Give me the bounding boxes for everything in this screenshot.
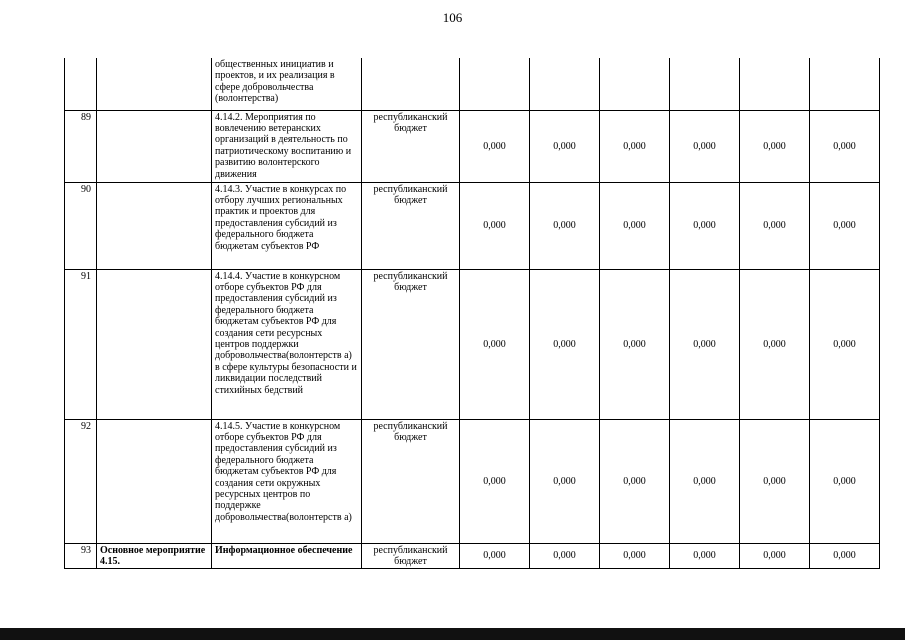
- event-cell: [97, 58, 212, 110]
- number-cell: 89: [65, 110, 97, 182]
- page-number: 106: [442, 10, 463, 25]
- value-cell: 0,000: [530, 269, 600, 419]
- event-cell: [97, 419, 212, 543]
- value-cell: 0,000: [740, 110, 810, 182]
- description-cell: общественных инициатив и проектов, и их реализация в сфере добровольчества (волонтерства): [212, 58, 362, 110]
- description-cell: 4.14.2. Мероприятия по вовлечению ветеранских организаций в деятельность по патриотическому воспитанию и развитию волонтерского движения: [212, 110, 362, 182]
- number-cell: 90: [65, 182, 97, 269]
- event-cell: Основное мероприятие 4.15.: [97, 543, 212, 568]
- description-cell: 4.14.3. Участие в конкурсах по отбору лучших региональных практик и проектов для предоставления субсидий из федерального бюджета бюджетам субъектов РФ: [212, 182, 362, 269]
- table-row: [65, 543, 880, 568]
- value-cell: 0,000: [460, 419, 530, 543]
- number-cell: [65, 58, 97, 110]
- value-cell: 0,000: [670, 419, 740, 543]
- number-cell: 92: [65, 419, 97, 543]
- value-cell: 0,000: [810, 419, 880, 543]
- value-cell: 0,000: [810, 269, 880, 419]
- value-cell: [530, 58, 600, 110]
- budget-table: [64, 58, 880, 569]
- table-row: [65, 269, 880, 419]
- value-cell: 0,000: [460, 269, 530, 419]
- value-cell: 0,000: [530, 543, 600, 568]
- source-cell: [362, 58, 460, 110]
- value-cell: [740, 58, 810, 110]
- value-cell: 0,000: [460, 543, 530, 568]
- table-row: [65, 110, 880, 182]
- scan-edge-bar: [0, 628, 905, 640]
- description-cell: 4.14.4. Участие в конкурсном отборе субъектов РФ для предоставления субсидий из федерального бюджета бюджетам субъектов РФ для создания сети ресурсных центров поддержки добровольчества(волонтерств а) в сфере культуры безопасности и ликвидации последствий стихийных бедствий: [212, 269, 362, 419]
- value-cell: 0,000: [810, 182, 880, 269]
- description-cell: 4.14.5. Участие в конкурсном отборе субъектов РФ для предоставления субсидий из федерального бюджета бюджетам субъектов РФ для создания сети окружных ресурсных центров по поддержке добровольчества(волонтерств а): [212, 419, 362, 543]
- event-cell: [97, 182, 212, 269]
- table-row: [65, 182, 880, 269]
- table-row-continuation: [65, 58, 880, 110]
- source-cell: республиканский бюджет: [362, 419, 460, 543]
- value-cell: 0,000: [530, 182, 600, 269]
- value-cell: [460, 58, 530, 110]
- value-cell: [600, 58, 670, 110]
- value-cell: 0,000: [740, 543, 810, 568]
- number-cell: 93: [65, 543, 97, 568]
- value-cell: 0,000: [810, 543, 880, 568]
- source-cell: республиканский бюджет: [362, 182, 460, 269]
- value-cell: 0,000: [600, 543, 670, 568]
- value-cell: 0,000: [600, 419, 670, 543]
- value-cell: 0,000: [740, 269, 810, 419]
- value-cell: 0,000: [600, 182, 670, 269]
- event-cell: [97, 269, 212, 419]
- value-cell: 0,000: [530, 419, 600, 543]
- value-cell: 0,000: [740, 182, 810, 269]
- value-cell: 0,000: [670, 269, 740, 419]
- number-cell: 91: [65, 269, 97, 419]
- value-cell: 0,000: [670, 182, 740, 269]
- value-cell: 0,000: [460, 110, 530, 182]
- value-cell: 0,000: [600, 269, 670, 419]
- source-cell: республиканский бюджет: [362, 543, 460, 568]
- value-cell: 0,000: [460, 182, 530, 269]
- value-cell: 0,000: [670, 110, 740, 182]
- value-cell: 0,000: [740, 419, 810, 543]
- description-cell: Информационное обеспечение: [212, 543, 362, 568]
- source-cell: республиканский бюджет: [362, 269, 460, 419]
- source-cell: республиканский бюджет: [362, 110, 460, 182]
- event-cell: [97, 110, 212, 182]
- value-cell: 0,000: [530, 110, 600, 182]
- value-cell: [670, 58, 740, 110]
- value-cell: 0,000: [600, 110, 670, 182]
- value-cell: 0,000: [670, 543, 740, 568]
- value-cell: 0,000: [810, 110, 880, 182]
- table-row: [65, 419, 880, 543]
- value-cell: [810, 58, 880, 110]
